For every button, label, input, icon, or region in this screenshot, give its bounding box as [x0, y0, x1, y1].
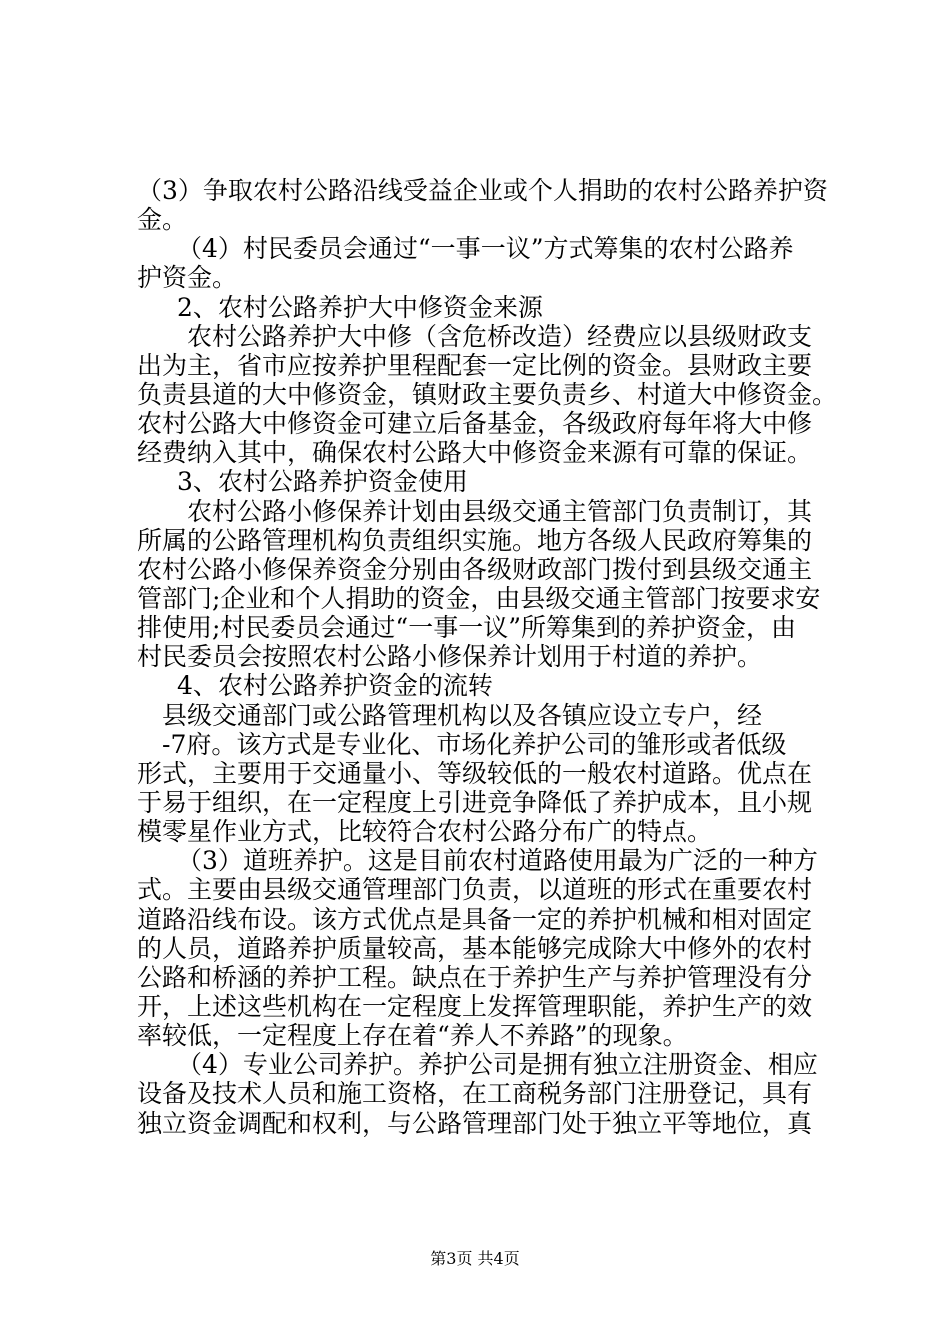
text-line: 村民委员会按照农村公路小修保养计划用于村道的养护。 [137, 642, 763, 672]
text-line: -7府。该方式是专业化、市场化养护公司的雏形或者低级 [162, 729, 787, 759]
text-line: 公路和桥涵的养护工程。缺点在于养护生产与养护管理没有分 [137, 962, 813, 992]
text-line: 所属的公路管理机构负责组织实施。地方各级人民政府筹集的 [137, 525, 813, 555]
text-line: 排使用;村民委员会通过“一事一议”所筹集到的养护资金，由 [137, 613, 796, 643]
text-line: 农村公路小修保养资金分别由各级财政部门拨付到县级交通主 [137, 554, 813, 584]
text-line: 农村公路养护大中修（含危桥改造）经费应以县级财政支 [187, 321, 813, 351]
text-line: （4）专业公司养护。养护公司是拥有独立注册资金、相应 [177, 1050, 818, 1080]
text-line: 于易于组织，在一定程度上引进竞争降低了养护成本，且小规 [137, 787, 813, 817]
text-line: （3）道班养护。这是目前农村道路使用最为广泛的一种方 [177, 846, 818, 876]
text-line: 出为主，省市应按养护里程配套一定比例的资金。县财政主要 [137, 350, 813, 380]
text-line: 护资金。 [137, 263, 238, 293]
text-line: 式。主要由县级交通管理部门负责，以道班的形式在重要农村 [137, 875, 813, 905]
text-line: 农村公路小修保养计划由县级交通主管部门负责制订，其 [187, 496, 813, 526]
text-line: 形式，主要用于交通量小、等级较低的一般农村道路。优点在 [137, 758, 813, 788]
text-line: 道路沿线布设。该方式优点是具备一定的养护机械和相对固定 [137, 904, 813, 934]
text-line: （4）村民委员会通过“一事一议”方式筹集的农村公路养 [177, 234, 794, 264]
text-line: 开，上述这些机构在一定程度上发挥管理职能，养护生产的效 [137, 991, 813, 1021]
body-text [137, 176, 837, 1138]
text-line: 3、农村公路养护资金使用 [177, 467, 468, 497]
text-line: 设备及技术人员和施工资格，在工商税务部门注册登记，具有 [137, 1079, 813, 1109]
text-line: 率较低，一定程度上存在着“养人不养路”的现象。 [137, 1021, 688, 1051]
text-line: 金。 [137, 205, 188, 235]
text-line: 独立资金调配和权利，与公路管理部门处于独立平等地位，真 [137, 1108, 813, 1138]
text-line: 县级交通部门或公路管理机构以及各镇应设立专户，经 [162, 700, 763, 730]
text-line: 管部门;企业和个人捐助的资金，由县级交通主管部门按要求安 [137, 583, 821, 613]
text-line: 的人员，道路养护质量较高，基本能够完成除大中修外的农村 [137, 933, 813, 963]
text-line: 农村公路大中修资金可建立后备基金，各级政府每年将大中修 [137, 409, 813, 439]
text-line: 经费纳入其中，确保农村公路大中修资金来源有可靠的保证。 [137, 438, 813, 468]
page-footer: 第3页 共4页 [430, 1249, 520, 1268]
text-line: 2、农村公路养护大中修资金来源 [177, 292, 543, 322]
text-line: （3）争取农村公路沿线受益企业或个人捐助的农村公路养护资 [137, 176, 828, 205]
text-line: 模零星作业方式，比较符合农村公路分布广的特点。 [137, 817, 713, 847]
text-line: 负责县道的大中修资金，镇财政主要负责乡、村道大中修资金。 [137, 379, 838, 409]
text-line: 4、农村公路养护资金的流转 [177, 671, 493, 701]
